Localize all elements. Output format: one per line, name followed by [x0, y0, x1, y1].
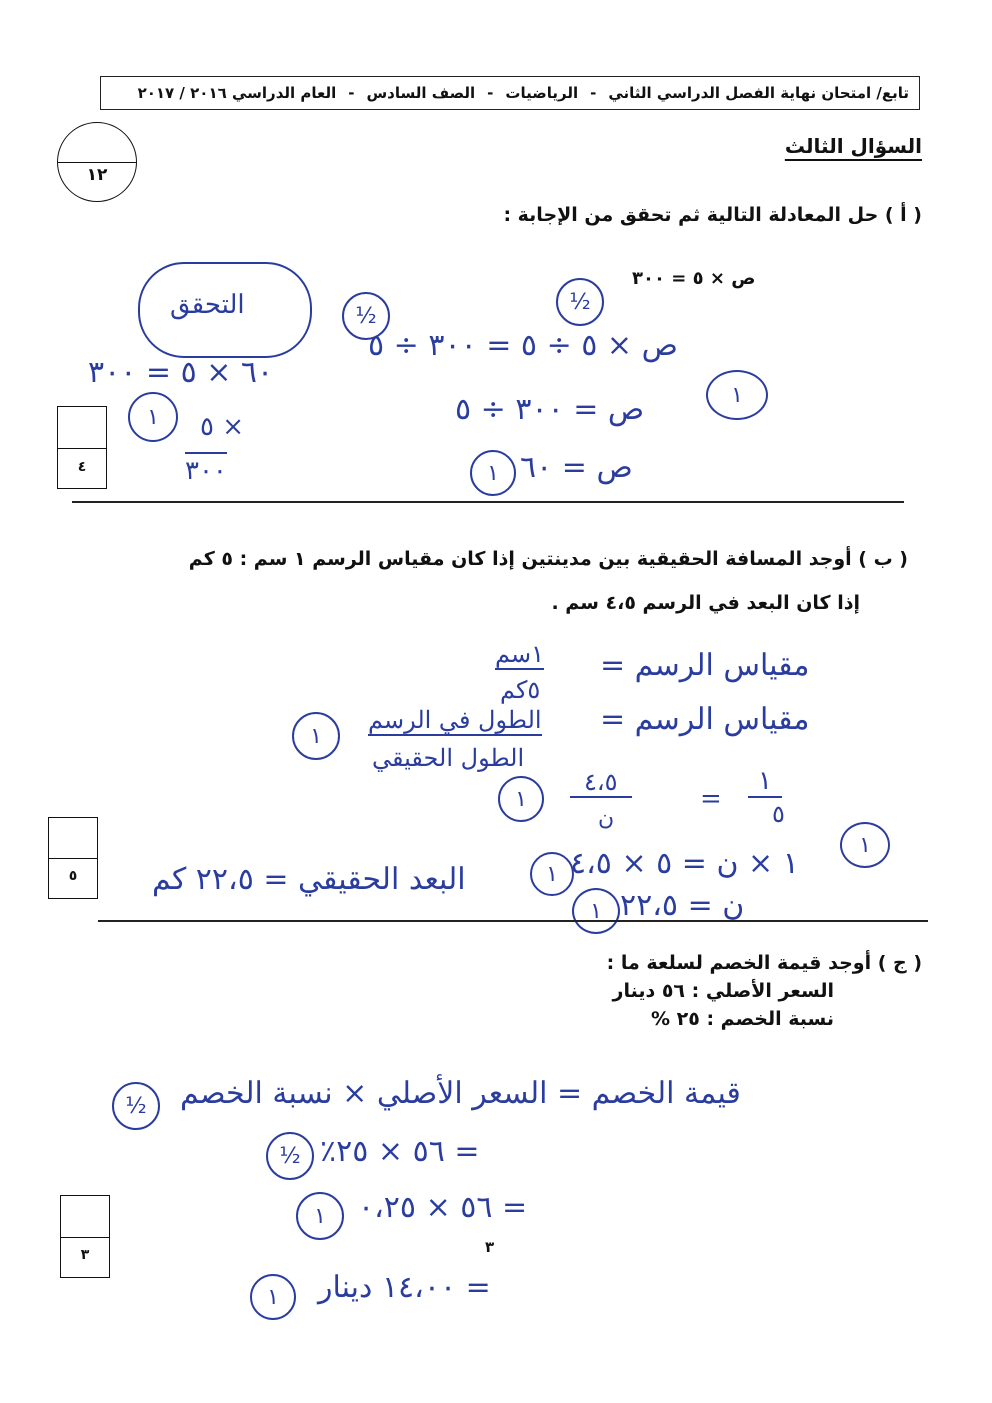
hw-b-l2-num: الطول في الرسم [368, 706, 542, 734]
hw-b-l2-label: مقياس الرسم = [600, 702, 810, 737]
part-c-rate: نسبة الخصم : ٢٥ % [650, 1008, 834, 1030]
hw-b-l1-label: مقياس الرسم = [600, 648, 810, 683]
hw-c-l4: = ١٤،٠٠ دينار [318, 1270, 491, 1305]
header-separator: - [348, 84, 355, 102]
score-one-mark: ١ [572, 888, 620, 934]
hw-b-l1-num: ١سم [495, 640, 544, 668]
part-b-mark-box [48, 817, 98, 899]
part-c-price: السعر الأصلي : ٥٦ دينار [612, 980, 834, 1002]
section-divider [98, 920, 928, 922]
score-one-mark: ١ [470, 450, 516, 496]
hw-c-l1: قيمة الخصم = السعر الأصلي × نسبة الخصم [180, 1076, 741, 1111]
hw-a-check1: ٦٠ × ٥ = ٣٠٠ [88, 355, 274, 390]
hw-b-l4: ١ × ن = ٥ × ٤،٥ [570, 846, 799, 881]
page-number: ٣ [485, 1238, 495, 1256]
hw-a-line2: ص = ٣٠٠ ÷ ٥ [455, 392, 645, 427]
score-divider [58, 162, 136, 163]
header-continuation: تابع/ امتحان نهاية الفصل الدراسي الثاني [608, 84, 909, 102]
total-score-circle [57, 122, 137, 202]
question-title: السؤال الثالث [784, 134, 922, 158]
score-half-mark: ½ [266, 1132, 314, 1180]
part-a-prompt: ( أ ) حل المعادلة التالية ثم تحقق من الإجابة : [503, 204, 922, 226]
score-one-mark: ١ [706, 370, 768, 420]
hw-a-check-mult: × ٥ [200, 412, 245, 442]
hw-b-l3-left-den: ٥ [772, 800, 785, 828]
header-separator: - [487, 84, 494, 102]
hw-c-l2: = ٥٦ × ٢٥٪ [320, 1134, 480, 1169]
part-c-mark: ٣ [80, 1247, 90, 1263]
hw-b-equals: = [700, 784, 722, 814]
part-a-equation: ص × ٥ = ٣٠٠ [632, 268, 756, 289]
part-c-mark-box [60, 1195, 110, 1278]
mark-box-divider [49, 858, 97, 859]
part-b-prompt-line2: إذا كان البعد في الرسم ٤،٥ سم . [551, 592, 860, 614]
total-score: ١٢ [86, 165, 108, 185]
score-one-mark: ١ [840, 822, 890, 868]
mark-box-divider [61, 1237, 109, 1238]
hw-check-label: التحقق [170, 290, 245, 320]
score-half-mark: ½ [112, 1082, 160, 1130]
hw-b-l1-den: ٥كم [500, 676, 541, 704]
score-one-mark: ١ [292, 712, 340, 760]
hw-b-l2-den: الطول الحقيقي [372, 744, 525, 772]
hw-a-line3: ص = ٦٠ [520, 450, 633, 485]
score-half-mark: ½ [342, 292, 390, 340]
part-b-mark: ٥ [68, 868, 78, 884]
part-b-prompt-line1: ( ب ) أوجد المسافة الحقيقية بين مدينتين إذا كان مقياس الرسم ١ سم : ٥ كم [188, 548, 908, 570]
hw-b-l3-left-num: ١ [748, 766, 782, 798]
hw-a-check-result: ٣٠٠ [185, 452, 227, 486]
header-subject: الرياضيات [505, 84, 579, 102]
score-one-mark: ١ [498, 776, 544, 822]
header-grade: الصف السادس [366, 84, 476, 102]
score-half-mark: ½ [556, 278, 604, 326]
section-divider [72, 501, 904, 503]
part-c-prompt: ( ج ) أوجد قيمة الخصم لسلعة ما : [606, 952, 922, 974]
score-one-mark: ١ [296, 1192, 344, 1240]
score-one-mark: ١ [530, 852, 574, 896]
header-separator: - [590, 84, 597, 102]
hw-b-l3-right-num: ٤،٥ [570, 768, 632, 798]
hw-b-l4b: البعد الحقيقي = ٢٢،٥ كم [152, 862, 466, 897]
score-one-mark: ١ [128, 392, 178, 442]
hw-b-l5: ن = ٢٢،٥ [620, 888, 745, 923]
part-a-mark: ٤ [77, 459, 87, 475]
hw-c-l3: = ٥٦ × ٠،٢٥ [358, 1190, 528, 1225]
header-year: العام الدراسي ٢٠١٦ / ٢٠١٧ [137, 84, 337, 102]
part-a-mark-box [57, 406, 107, 489]
hw-b-l3-right-den: ن [598, 806, 615, 831]
hw-a-line1: ص × ٥ ÷ ٥ = ٣٠٠ ÷ ٥ [368, 328, 678, 363]
mark-box-divider [58, 448, 106, 449]
exam-header [100, 76, 920, 110]
score-one-mark: ١ [250, 1274, 296, 1320]
